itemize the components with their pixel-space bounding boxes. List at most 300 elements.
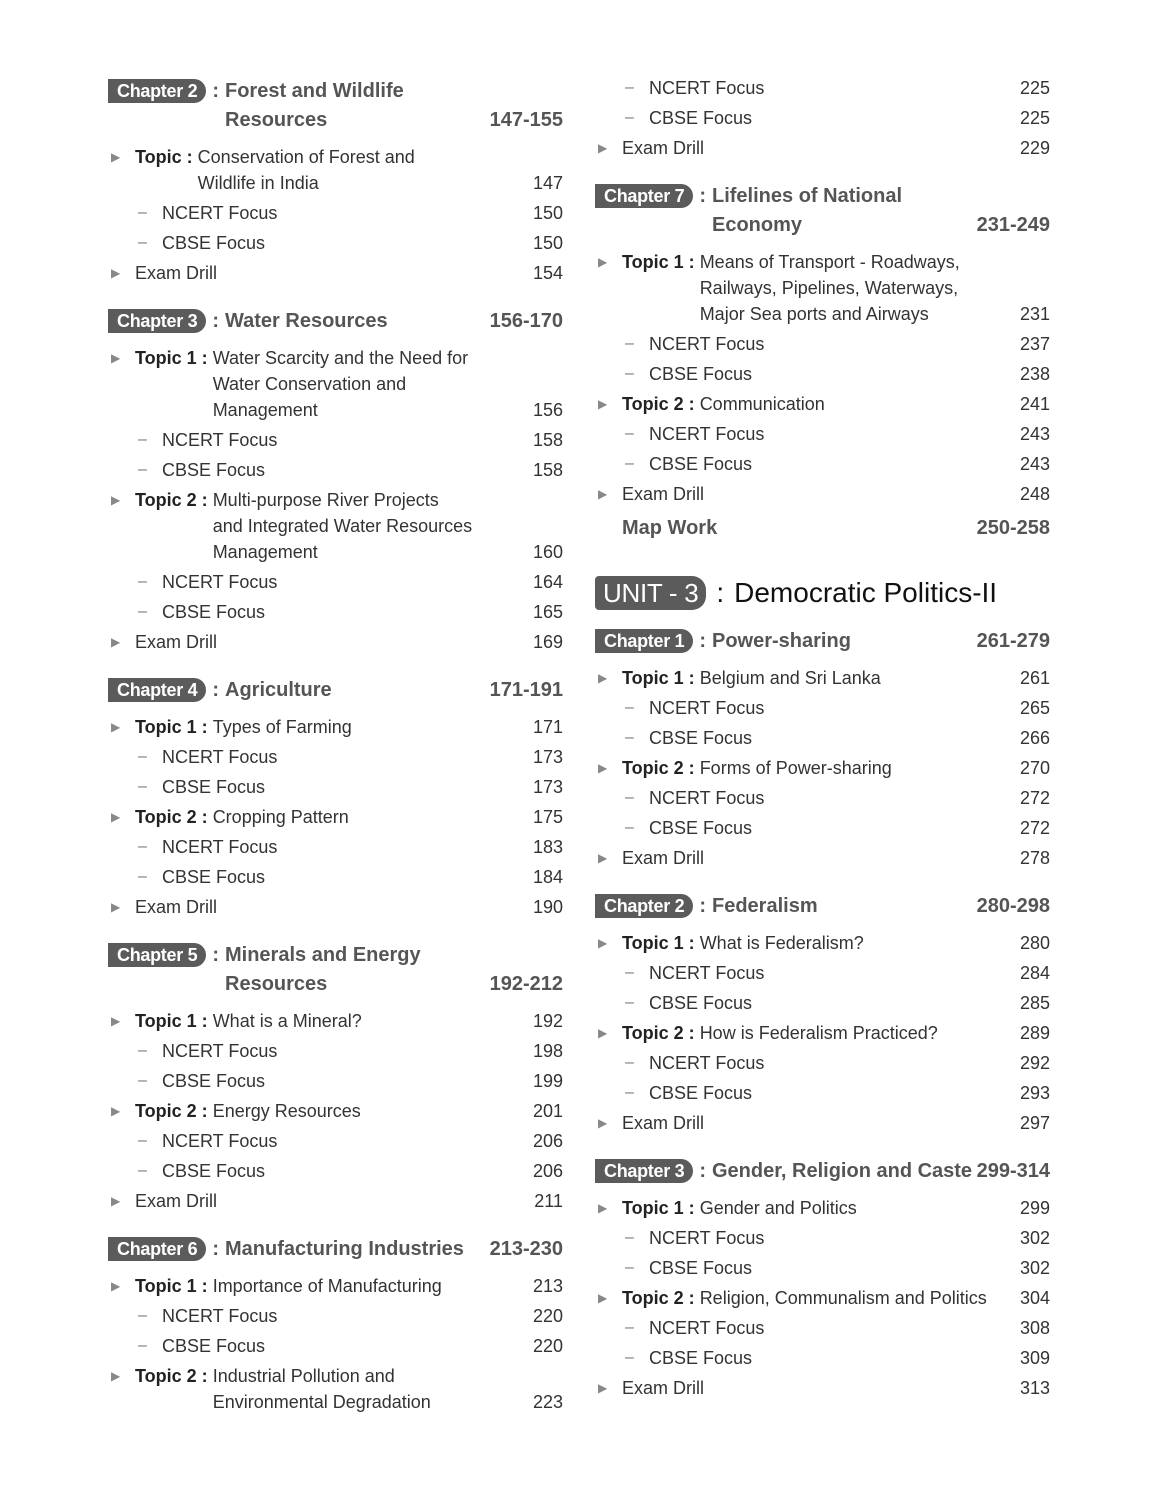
triangle-bullet-icon: ▶	[598, 1201, 608, 1215]
triangle-bullet-icon: ▶	[111, 1279, 121, 1293]
chapter-heading[interactable]	[595, 182, 1050, 240]
triangle-bullet-icon: ▶	[111, 351, 121, 365]
chapter-title	[225, 941, 490, 999]
entry-line: Water Scarcity and the Need for	[212, 348, 469, 368]
chapter-heading[interactable]	[108, 77, 563, 135]
entry-line: Management	[212, 400, 318, 420]
sub-entry[interactable]	[595, 329, 1050, 359]
sub-entry[interactable]	[108, 198, 563, 228]
separator-colon: :	[699, 1160, 706, 1182]
chapter-heading[interactable]	[108, 307, 563, 336]
triangle-bullet-icon: ▶	[111, 720, 121, 734]
entry-text	[649, 1255, 990, 1281]
page-number: 158	[532, 460, 563, 480]
entry-line: CBSE Focus	[649, 1348, 753, 1368]
dash-icon: –	[138, 1042, 147, 1059]
entry-line: NCERT Focus	[162, 430, 278, 450]
page-number: 280	[1019, 933, 1050, 953]
chapter-heading[interactable]	[108, 1235, 563, 1264]
chapter-badge: Chapter 5	[108, 943, 206, 967]
page-range: 192-212	[489, 973, 563, 995]
dash-icon: –	[625, 1054, 634, 1071]
entry-line: Industrial Pollution and	[212, 1366, 395, 1386]
exam-drill-entry[interactable]	[108, 1186, 563, 1216]
entry-text	[649, 815, 990, 841]
entry-line: Major Sea ports and Airways	[699, 304, 929, 324]
topic-label: Topic 1 :	[622, 668, 695, 688]
sub-entry[interactable]	[595, 693, 1050, 723]
entry-line: CBSE Focus	[649, 1258, 753, 1278]
sub-entry[interactable]	[108, 425, 563, 455]
topic-entry[interactable]	[595, 1018, 1050, 1048]
page-number: 206	[532, 1131, 563, 1151]
entry-line: Energy Resources	[212, 1101, 361, 1121]
entry-text	[622, 845, 990, 871]
page-number: 270	[1019, 758, 1050, 778]
topic-entry[interactable]	[108, 1271, 563, 1301]
entry-line: NCERT Focus	[649, 78, 765, 98]
unit-title: Democratic Politics-II	[734, 577, 998, 608]
sub-entry[interactable]	[108, 597, 563, 627]
page-range: 250-258	[976, 517, 1050, 539]
sub-entry[interactable]	[595, 73, 1050, 103]
entry-text	[649, 1050, 990, 1076]
triangle-bullet-icon: ▶	[598, 671, 608, 685]
chapter-heading[interactable]	[595, 627, 1050, 656]
entry-text	[649, 1345, 990, 1371]
sub-entry[interactable]	[595, 103, 1050, 133]
page-number: 213	[532, 1276, 563, 1296]
dash-icon: –	[138, 603, 147, 620]
entry-line: Exam Drill	[622, 1113, 705, 1133]
entry-text	[649, 960, 990, 986]
triangle-bullet-icon: ▶	[598, 1116, 608, 1130]
dash-icon: –	[625, 994, 634, 1011]
chapter-badge: Chapter 6	[108, 1237, 206, 1261]
chapter-heading[interactable]	[108, 676, 563, 705]
topic-entry[interactable]	[108, 712, 563, 742]
topic-entry[interactable]	[595, 1193, 1050, 1223]
page-number: 225	[1019, 108, 1050, 128]
entry-line: Multi-purpose River Projects	[212, 490, 439, 510]
topic-label: Topic 2 :	[622, 1023, 695, 1043]
entry-line: Railways, Pipelines, Waterways,	[699, 278, 959, 298]
topic-label: Topic 2 :	[622, 394, 695, 414]
sub-entry[interactable]	[595, 449, 1050, 479]
entry-text	[700, 755, 990, 781]
page-number: 150	[532, 233, 563, 253]
page-number: 150	[532, 203, 563, 223]
dash-icon: –	[625, 1319, 634, 1336]
entry-text	[162, 1158, 503, 1184]
page-number: 292	[1019, 1053, 1050, 1073]
entry-text	[700, 665, 990, 691]
page-number: 297	[1019, 1113, 1050, 1133]
topic-label: Topic :	[135, 147, 193, 167]
dash-icon: –	[625, 1349, 634, 1366]
page-number: 223	[532, 1392, 563, 1412]
triangle-bullet-icon: ▶	[111, 150, 121, 164]
sub-entry[interactable]	[595, 1048, 1050, 1078]
page-number: 154	[532, 263, 563, 283]
entry-text	[649, 1225, 990, 1251]
page-number: 190	[532, 897, 563, 917]
page-range: 156-170	[489, 310, 563, 332]
entry-line: CBSE Focus	[162, 460, 266, 480]
entry-line: Exam Drill	[135, 1191, 218, 1211]
chapter-heading[interactable]	[108, 941, 563, 999]
entry-text	[162, 1038, 503, 1064]
sub-entry[interactable]	[108, 742, 563, 772]
sub-entry[interactable]	[108, 1301, 563, 1331]
entry-text	[213, 487, 503, 565]
entry-line: Means of Transport - Roadways,	[699, 252, 960, 272]
topic-label: Topic 1 :	[135, 1011, 208, 1031]
topic-entry[interactable]	[595, 1283, 1050, 1313]
chapter-title-line: Economy	[712, 214, 803, 236]
entry-line: CBSE Focus	[649, 993, 753, 1013]
entry-line: What is Federalism?	[699, 933, 864, 953]
entry-line: Wildlife in India	[197, 173, 319, 193]
sub-entry[interactable]	[595, 1078, 1050, 1108]
entry-text	[622, 1110, 990, 1136]
page-number: 304	[1019, 1288, 1050, 1308]
entry-text	[649, 331, 990, 357]
dash-icon: –	[138, 838, 147, 855]
separator-colon: :	[716, 577, 725, 608]
page-number: 169	[532, 632, 563, 652]
sub-entry[interactable]	[108, 1036, 563, 1066]
dash-icon: –	[138, 234, 147, 251]
triangle-bullet-icon: ▶	[598, 141, 608, 155]
sub-entry[interactable]	[595, 1223, 1050, 1253]
page-range: 213-230	[489, 1238, 563, 1260]
entry-text	[162, 1333, 503, 1359]
page-number: 220	[532, 1336, 563, 1356]
entry-text	[649, 75, 990, 101]
page-number: 198	[532, 1041, 563, 1061]
page-number: 164	[532, 572, 563, 592]
page-range: 299-314	[976, 1160, 1050, 1182]
entry-text	[162, 569, 503, 595]
sub-entry[interactable]	[595, 359, 1050, 389]
topic-label: Topic 1 :	[622, 1198, 695, 1218]
triangle-bullet-icon: ▶	[111, 900, 121, 914]
topic-entry[interactable]	[108, 1361, 563, 1417]
entry-text	[700, 1020, 990, 1046]
topic-entry[interactable]	[108, 343, 563, 425]
topic-label: Topic 2 :	[622, 758, 695, 778]
dash-icon: –	[138, 431, 147, 448]
entry-line: Importance of Manufacturing	[212, 1276, 442, 1296]
entry-text	[213, 714, 503, 740]
entry-text	[162, 457, 503, 483]
triangle-bullet-icon: ▶	[598, 255, 608, 269]
entry-text	[162, 1303, 503, 1329]
triangle-bullet-icon: ▶	[598, 397, 608, 411]
page-number: 243	[1019, 424, 1050, 444]
page-number: 272	[1019, 788, 1050, 808]
unit-badge: UNIT - 3	[595, 576, 706, 610]
entry-line: and Integrated Water Resources	[212, 516, 473, 536]
entry-line: Communication	[699, 394, 825, 414]
chapter-badge: Chapter 2	[108, 79, 206, 103]
sub-entry[interactable]	[595, 813, 1050, 843]
sub-entry[interactable]	[108, 772, 563, 802]
entry-text	[213, 345, 503, 423]
sub-entry[interactable]	[595, 1253, 1050, 1283]
entry-line: CBSE Focus	[162, 233, 266, 253]
entry-text	[622, 1375, 990, 1401]
chapter-badge: Chapter 7	[595, 184, 693, 208]
page-number: 243	[1019, 454, 1050, 474]
entry-text	[649, 1080, 990, 1106]
sub-entry[interactable]	[108, 862, 563, 892]
toc-column-left	[108, 77, 563, 1417]
triangle-bullet-icon: ▶	[598, 851, 608, 865]
dash-icon: –	[138, 461, 147, 478]
sub-entry[interactable]	[595, 1343, 1050, 1373]
triangle-bullet-icon: ▶	[598, 1381, 608, 1395]
topic-entry[interactable]	[108, 485, 563, 567]
entry-line: Exam Drill	[622, 848, 705, 868]
chapter-heading[interactable]	[595, 1157, 1050, 1186]
exam-drill-entry[interactable]	[595, 133, 1050, 163]
dash-icon: –	[625, 1259, 634, 1276]
entry-line: NCERT Focus	[162, 837, 278, 857]
sub-entry[interactable]	[595, 419, 1050, 449]
entry-text	[700, 930, 990, 956]
entry-text	[162, 1068, 503, 1094]
chapter-badge: Chapter 2	[595, 894, 693, 918]
entry-text	[649, 990, 990, 1016]
sub-entry[interactable]	[108, 1331, 563, 1361]
page-number: 265	[1019, 698, 1050, 718]
dash-icon: –	[625, 1084, 634, 1101]
page-number: 238	[1019, 364, 1050, 384]
separator-colon: :	[699, 630, 706, 652]
entry-line: CBSE Focus	[162, 602, 266, 622]
page-number: 261	[1019, 668, 1050, 688]
entry-line: Exam Drill	[622, 484, 705, 504]
page-number: 211	[534, 1191, 563, 1211]
dash-icon: –	[625, 699, 634, 716]
chapter-title-line: Agriculture	[225, 679, 332, 701]
entry-line: Exam Drill	[135, 263, 218, 283]
topic-label: Topic 2 :	[135, 1366, 208, 1386]
entry-line: How is Federalism Practiced?	[699, 1023, 938, 1043]
entry-text	[700, 1195, 990, 1221]
dash-icon: –	[138, 1307, 147, 1324]
triangle-bullet-icon: ▶	[111, 493, 121, 507]
chapter-title-line: Power-sharing	[712, 630, 851, 652]
chapter-title-line: Gender, Religion and Caste	[712, 1160, 973, 1182]
page-number: 289	[1019, 1023, 1050, 1043]
sub-entry[interactable]	[108, 1156, 563, 1186]
page-number: 308	[1019, 1318, 1050, 1338]
entry-text	[700, 1285, 990, 1311]
entry-text	[700, 249, 990, 327]
entry-line: CBSE Focus	[649, 818, 753, 838]
triangle-bullet-icon: ▶	[111, 1369, 121, 1383]
entry-line: CBSE Focus	[649, 728, 753, 748]
page-number: 299	[1019, 1198, 1050, 1218]
dash-icon: –	[625, 425, 634, 442]
entry-line: Exam Drill	[135, 632, 218, 652]
chapter-title-line: Lifelines of National	[712, 185, 903, 207]
entry-line: CBSE Focus	[162, 1336, 266, 1356]
dash-icon: –	[138, 1162, 147, 1179]
entry-line: CBSE Focus	[162, 867, 266, 887]
sub-entry[interactable]	[108, 228, 563, 258]
page-number: 272	[1019, 818, 1050, 838]
sub-entry[interactable]	[595, 958, 1050, 988]
dash-icon: –	[138, 573, 147, 590]
chapter-badge: Chapter 3	[595, 1159, 693, 1183]
entry-line: Management	[212, 542, 318, 562]
entry-line: NCERT Focus	[162, 1306, 278, 1326]
entry-text	[162, 230, 503, 256]
topic-entry[interactable]	[595, 663, 1050, 693]
page-number: 184	[532, 867, 563, 887]
entry-line: Types of Farming	[212, 717, 352, 737]
page-number: 160	[532, 542, 563, 562]
topic-entry[interactable]	[595, 389, 1050, 419]
exam-drill-entry[interactable]	[595, 1108, 1050, 1138]
page-number: 199	[532, 1071, 563, 1091]
sub-entry[interactable]	[108, 1066, 563, 1096]
topic-entry[interactable]	[595, 753, 1050, 783]
chapter-badge: Chapter 3	[108, 309, 206, 333]
entry-line: NCERT Focus	[162, 747, 278, 767]
sub-entry[interactable]	[108, 455, 563, 485]
separator-colon: :	[212, 310, 219, 332]
entry-line: CBSE Focus	[649, 108, 753, 128]
dash-icon: –	[138, 868, 147, 885]
topic-entry[interactable]	[108, 142, 563, 198]
chapter-heading[interactable]	[595, 892, 1050, 921]
entry-text	[162, 599, 503, 625]
exam-drill-entry[interactable]	[595, 1373, 1050, 1403]
entry-line: NCERT Focus	[649, 1228, 765, 1248]
exam-drill-entry[interactable]	[108, 258, 563, 288]
page-number: 313	[1019, 1378, 1050, 1398]
sub-entry[interactable]	[595, 988, 1050, 1018]
entry-text	[135, 1188, 503, 1214]
entry-line: CBSE Focus	[649, 364, 753, 384]
map-work-entry[interactable]	[595, 514, 1050, 543]
topic-label: Topic 2 :	[135, 490, 208, 510]
entry-line: NCERT Focus	[649, 963, 765, 983]
entry-text	[213, 804, 503, 830]
page-range: 280-298	[976, 895, 1050, 917]
page-number: 266	[1019, 728, 1050, 748]
entry-line: CBSE Focus	[649, 454, 753, 474]
entry-line: Exam Drill	[622, 138, 705, 158]
topic-label: Topic 1 :	[135, 1276, 208, 1296]
page-number: 278	[1019, 848, 1050, 868]
triangle-bullet-icon: ▶	[111, 1104, 121, 1118]
entry-text	[649, 105, 990, 131]
topic-label: Topic 1 :	[135, 348, 208, 368]
triangle-bullet-icon: ▶	[598, 1026, 608, 1040]
entry-line: CBSE Focus	[649, 1083, 753, 1103]
separator-colon: :	[212, 1238, 219, 1260]
entry-text	[622, 481, 990, 507]
entry-text	[162, 1128, 503, 1154]
entry-text	[135, 629, 503, 655]
exam-drill-entry[interactable]	[108, 627, 563, 657]
topic-entry[interactable]	[595, 247, 1050, 329]
separator-colon: :	[212, 944, 219, 966]
page-range: 171-191	[489, 679, 563, 701]
chapter-title	[712, 1157, 977, 1186]
entry-text	[213, 1273, 503, 1299]
entry-line: Religion, Communalism and Politics	[699, 1288, 987, 1308]
sub-entry[interactable]	[108, 832, 563, 862]
triangle-bullet-icon: ▶	[111, 810, 121, 824]
entry-line: What is a Mineral?	[212, 1011, 362, 1031]
dash-icon: –	[625, 819, 634, 836]
sub-entry[interactable]	[108, 1126, 563, 1156]
sub-entry[interactable]	[595, 1313, 1050, 1343]
page-number: 192	[532, 1011, 563, 1031]
dash-icon: –	[625, 365, 634, 382]
sub-entry[interactable]	[595, 723, 1050, 753]
triangle-bullet-icon: ▶	[598, 487, 608, 501]
page-number: 147	[532, 173, 563, 193]
entry-text	[162, 200, 503, 226]
entry-text	[649, 785, 990, 811]
entry-line: NCERT Focus	[162, 572, 278, 592]
entry-text	[649, 451, 990, 477]
topic-label: Topic 2 :	[622, 1288, 695, 1308]
topic-label: Topic 1 :	[622, 252, 695, 272]
dash-icon: –	[625, 455, 634, 472]
entry-line: NCERT Focus	[162, 1131, 278, 1151]
dash-icon: –	[625, 1229, 634, 1246]
topic-label: Topic 1 :	[622, 933, 695, 953]
exam-drill-entry[interactable]	[108, 892, 563, 922]
entry-line: NCERT Focus	[649, 698, 765, 718]
entry-line: Belgium and Sri Lanka	[699, 668, 881, 688]
triangle-bullet-icon: ▶	[111, 266, 121, 280]
sub-entry[interactable]	[108, 567, 563, 597]
sub-entry[interactable]	[595, 783, 1050, 813]
topic-entry[interactable]	[108, 802, 563, 832]
dash-icon: –	[625, 789, 634, 806]
chapter-badge: Chapter 4	[108, 678, 206, 702]
dash-icon: –	[625, 109, 634, 126]
page-number: 156	[532, 400, 563, 420]
topic-entry[interactable]	[108, 1096, 563, 1126]
entry-line: NCERT Focus	[649, 334, 765, 354]
exam-drill-entry[interactable]	[595, 843, 1050, 873]
topic-entry[interactable]	[595, 928, 1050, 958]
page-number: 165	[532, 602, 563, 622]
page-number: 231	[1019, 304, 1050, 324]
triangle-bullet-icon: ▶	[598, 936, 608, 950]
exam-drill-entry[interactable]	[595, 479, 1050, 509]
entry-line: Water Conservation and	[212, 374, 407, 394]
page-range: 231-249	[976, 214, 1050, 236]
topic-entry[interactable]	[108, 1006, 563, 1036]
unit-heading[interactable]	[595, 573, 1050, 613]
entry-line: NCERT Focus	[162, 1041, 278, 1061]
page-number: 248	[1019, 484, 1050, 504]
entry-line: Gender and Politics	[699, 1198, 857, 1218]
page-number: 183	[532, 837, 563, 857]
